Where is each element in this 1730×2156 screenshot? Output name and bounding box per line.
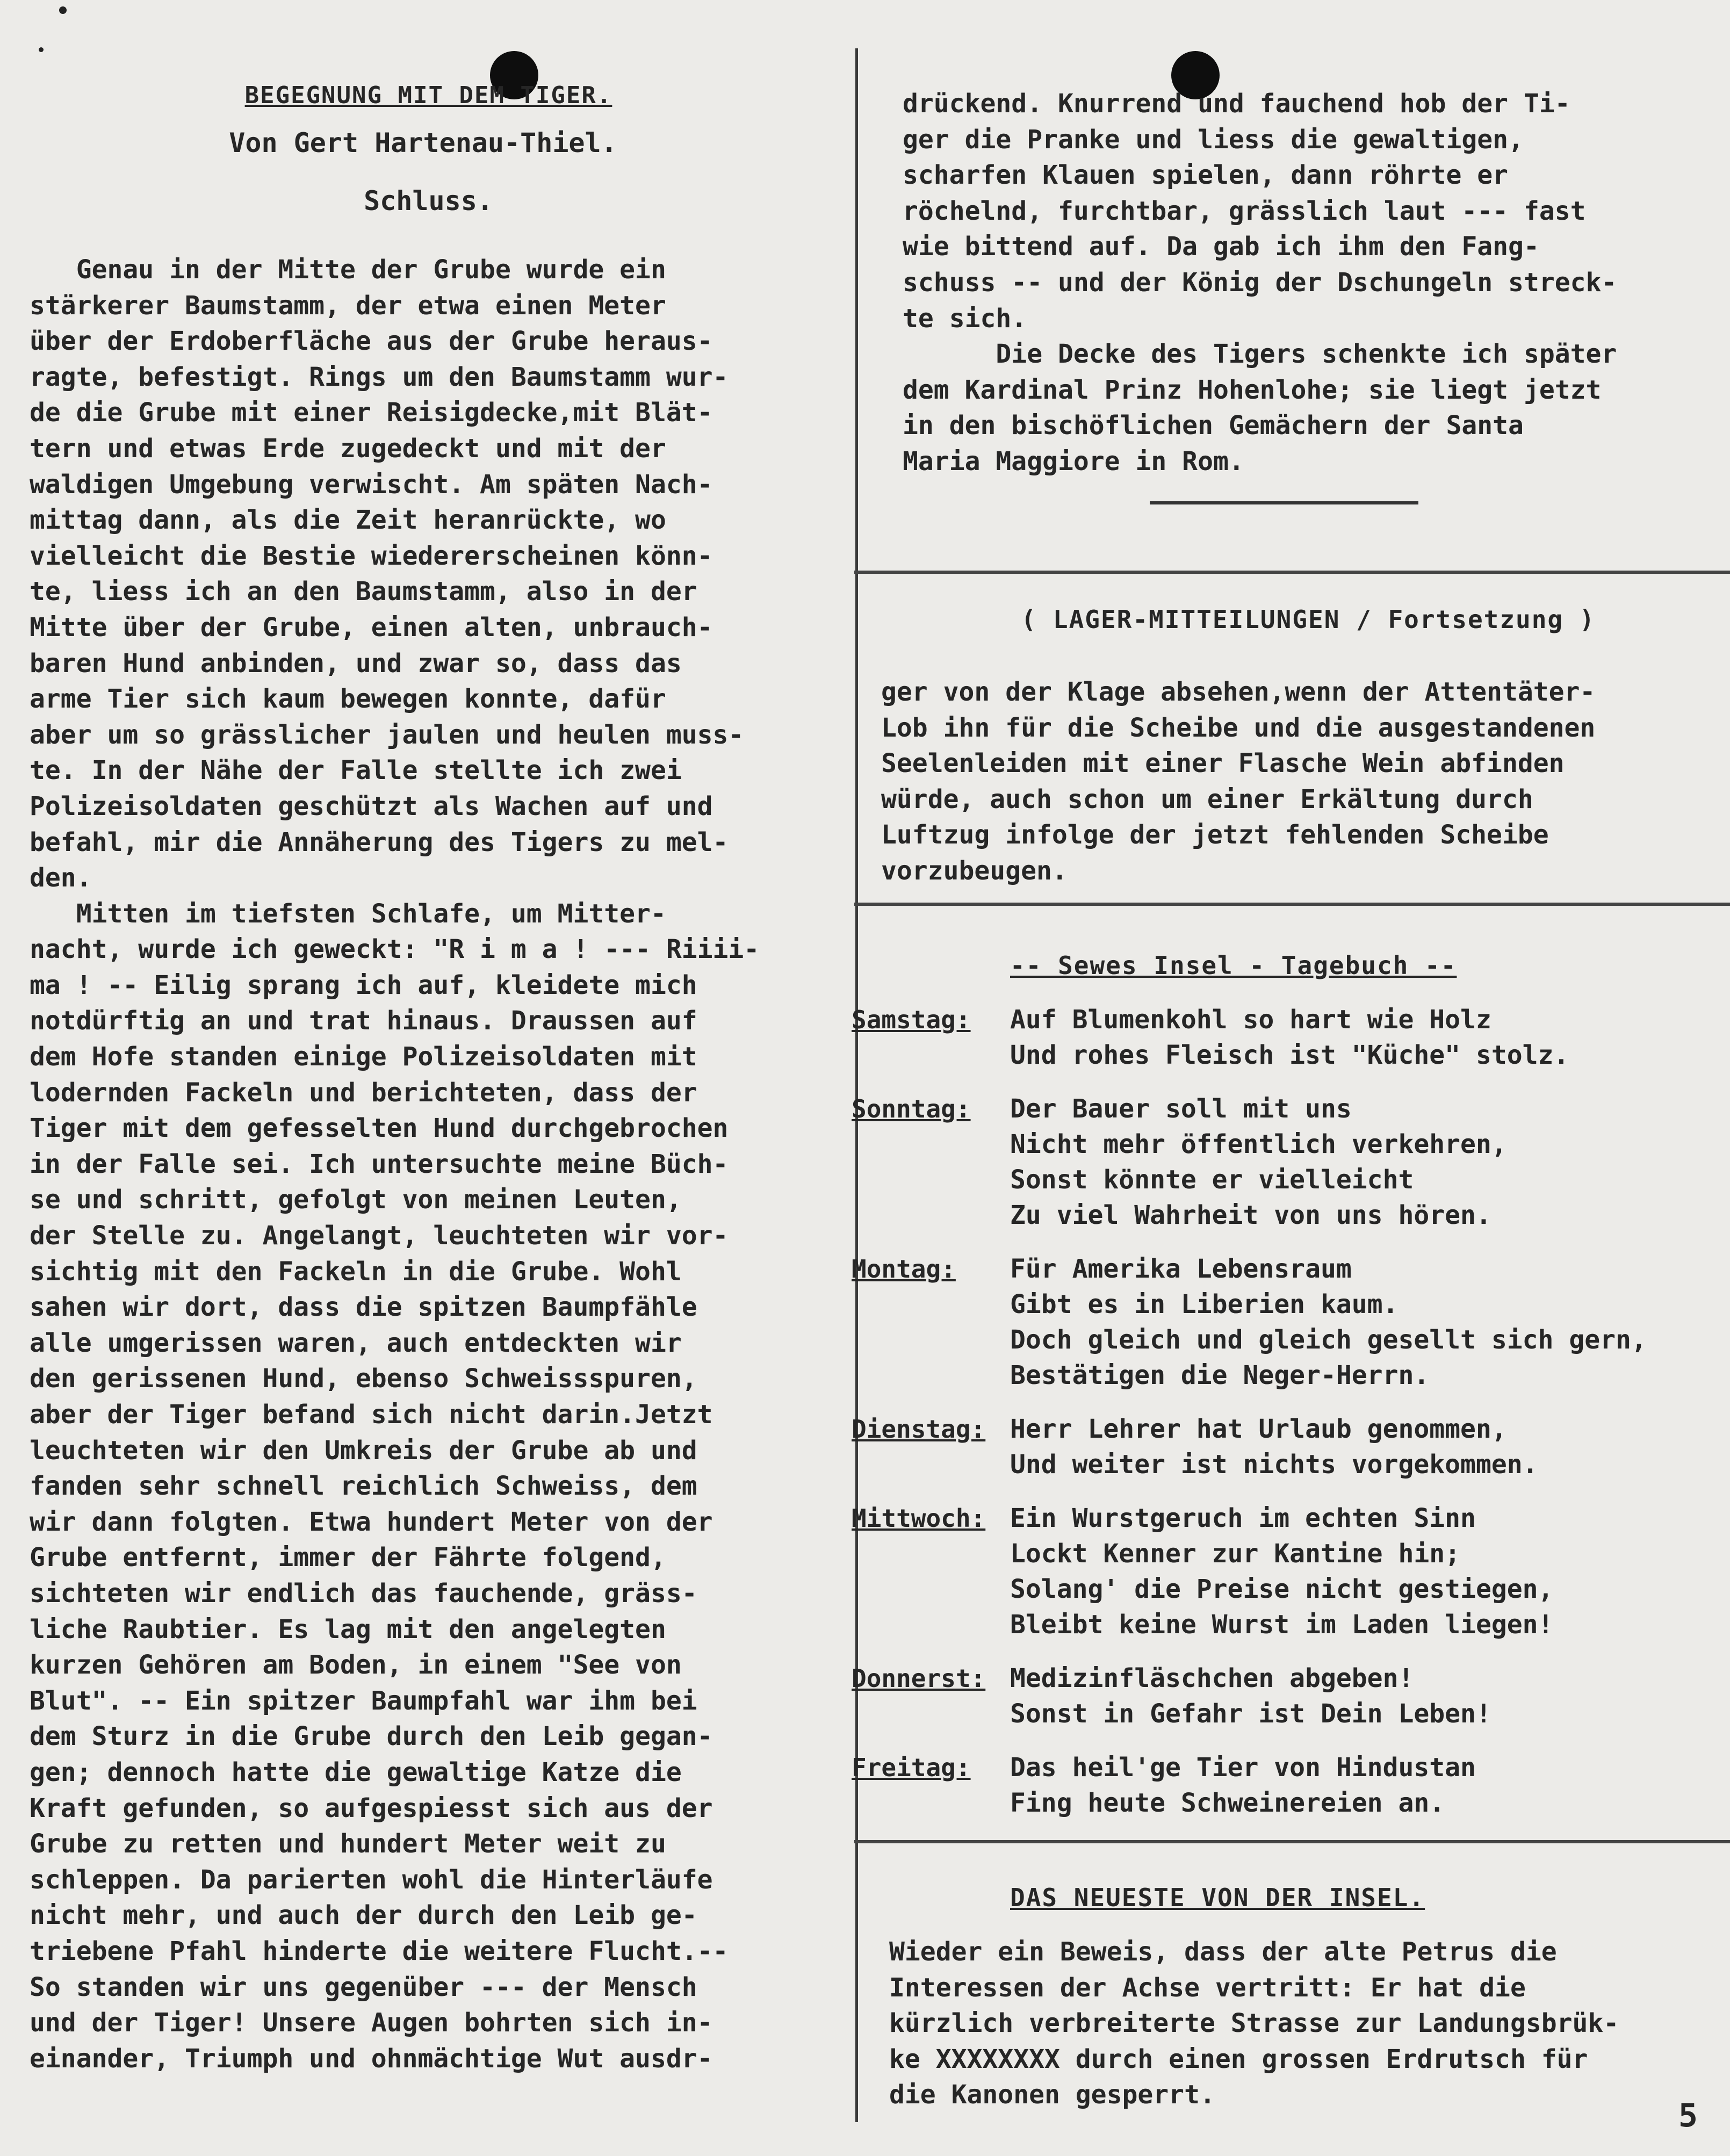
section-divider-1 <box>854 571 1730 574</box>
left-column <box>30 78 838 2076</box>
ink-speck <box>59 6 67 14</box>
diary-entry <box>852 1750 1730 1821</box>
diary-day: Montag: <box>852 1254 956 1283</box>
diary-title: -- Sewes Insel - Tagebuch -- <box>1010 951 1457 980</box>
diary-verse: Für Amerika Lebensraum Gibt es in Liberien kaum. Doch gleich und gleich gesellt sich gern, Bestätigen die Neger-Herrn. <box>1010 1254 1647 1390</box>
diary-verse: Der Bauer soll mit uns Nicht mehr öffentlich verkehren, Sonst könnte er vielleicht Zu viel Wahrheit von uns hören. <box>1010 1094 1507 1230</box>
story-title: BEGEGNUNG MIT DEM TIGER. <box>244 82 612 109</box>
diary-verse: Das heil'ge Tier von Hindustan Fing heute Schweinereien an. <box>1010 1753 1476 1818</box>
lager-section-title: ( LAGER-MITTEILUNGEN / Fortsetzung ) <box>1021 605 1596 634</box>
diary-entry <box>852 1501 1730 1642</box>
story-ending: drückend. Knurrend und fauchend hob der Ti- ger die Pranke und liess die gewaltigen, scharfen Klauen spielen, dann röhrte er röchelnd, furchtbar, grässlich laut --- fast wie bittend auf. Da gab ich ihm den Fang- schuss -- und der König der Dschungeln streck- te sich. Die Decke des Tigers schenkte ich später dem Kardinal Prinz Hohenlohe; sie liegt jetzt in den bischöflichen Gemächern der Santa Maria Maggiore in Rom. <box>903 89 1617 477</box>
section-divider-2 <box>854 903 1730 906</box>
lager-text: ger von der Klage absehen,wenn der Attentäter- Lob ihn für die Scheibe und die ausgestandenen Seelenleiden mit einer Flasche Wein abfinden würde, auch schon um einer Erkältung durch Luftzug infolge der jetzt fehlenden Scheibe vorzubeugen. <box>881 677 1596 886</box>
ink-speck <box>39 47 44 52</box>
diary-verse: Ein Wurstgeruch im echten Sinn Lockt Kenner zur Kantine hin; Solang' die Preise nicht gestiegen, Bleibt keine Wurst im Laden liegen! <box>1010 1503 1554 1640</box>
story-end-rule <box>1150 501 1418 504</box>
diary-day: Sonntag: <box>852 1094 971 1123</box>
diary-entry <box>852 1251 1730 1393</box>
right-column <box>852 86 1730 504</box>
story-byline: Von Gert Hartenau-Thiel. <box>229 127 617 158</box>
diary-day: Freitag: <box>852 1753 971 1782</box>
diary-list <box>852 1002 1730 1839</box>
diary-day: Samstag: <box>852 1005 971 1034</box>
news-title: DAS NEUESTE VON DER INSEL. <box>1010 1883 1425 1912</box>
diary-entry <box>852 1002 1730 1073</box>
section-divider-3 <box>854 1840 1730 1843</box>
page-number: 5 <box>1678 2097 1698 2135</box>
diary-entry <box>852 1091 1730 1233</box>
diary-day: Dienstag: <box>852 1415 986 1444</box>
diary-entry <box>852 1411 1730 1482</box>
diary-verse: Medizinfläschchen abgeben! Sonst in Gefahr ist Dein Leben! <box>1010 1663 1491 1729</box>
diary-entry <box>852 1661 1730 1732</box>
diary-day: Mittwoch: <box>852 1504 986 1533</box>
diary-verse: Auf Blumenkohl so hart wie Holz Und rohes Fleisch ist "Küche" stolz. <box>1010 1005 1569 1070</box>
story-paragraph-1: Genau in der Mitte der Grube wurde ein stärkerer Baumstamm, der etwa einen Meter über der Erdoberfläche aus der Grube heraus- ragte, befestigt. Rings um den Baumstamm wur- de die Grube mit einer Reisigdecke,mit Blät- tern und etwas Erde zugedeckt und mit der waldigen Umgebung verwischt. Am späten Nach- mittag dann, als die Zeit heranrückte, wo vielleicht die Bestie wiedererscheinen könn- te, liess ich an den Baumstamm, also in der Mitte über der Grube, einen alten, unbrauch- baren Hund anbinden, und zwar so, dass das arme Tier sich kaum bewegen konnte, dafür aber um so grässlicher jaulen und heulen muss- te. In der Nähe der Falle stellte ich zwei Polizeisoldaten geschützt als Wachen auf und befahl, mir die Annäherung des Tigers zu mel- den. <box>30 255 744 893</box>
news-text: Wieder ein Beweis, dass der alte Petrus die Interessen der Achse vertritt: Er hat die kürzlich verbreiterte Strasse zur Landungsbrük- ke XXXXXXXX durch einen grossen Erdrutsch für die Kanonen gesperrt. <box>889 1937 1619 2110</box>
diary-day: Donnerst: <box>852 1664 986 1693</box>
story-paragraph-2: Mitten im tiefsten Schlafe, um Mitter- nacht, wurde ich geweckt: "R i m a ! --- Riiii- ma ! -- Eilig sprang ich auf, kleidete mich notdürftig an und trat hinaus. Draussen auf dem Hofe standen einige Polizeisoldaten mit lodernden Fackeln und berichteten, dass der Tiger mit dem gefesselten Hund durchgebrochen in der Falle sei. Ich untersuchte meine Büch- se und schritt, gefolgt von meinen Leuten, der Stelle zu. Angelangt, leuchteten wir vor- sichtig mit den Fackeln in die Grube. Wohl sahen wir dort, dass die spitzen Baumpfähle alle umgerissen waren, auch entdeckten wir den gerissenen Hund, ebenso Schweissspuren, aber der Tiger befand sich nicht darin.Jetzt leuchteten wir den Umkreis der Grube ab und fanden sehr schnell reichlich Schweiss, dem wir dann folgten. Etwa hundert Meter von der Grube entfernt, immer der Fährte folgend, sichteten wir endlich das fauchende, gräss- liche Raubtier. Es lag mit den angelegten kurzen Gehören am Boden, in einem "See von Blut". -- Ein spitzer Baumpfahl war ihm bei dem Sturz in die Grube durch den Leib gegan- gen; dennoch hatte die gewaltige Katze die Kraft gefunden, so aufgespiesst sich aus der Grube zu retten und hundert Meter weit zu schleppen. Da parierten wohl die Hinterläufe nicht mehr, und auch der durch den Leib ge- triebene Pfahl hinderte die weitere Flucht.-- So standen wir uns gegenüber --- der Mensch und der Tiger! Unsere Augen bohrten sich in- einander, Triumph und ohnmächtige Wut ausdr- <box>30 898 760 2074</box>
diary-verse: Herr Lehrer hat Urlaub genommen, Und weiter ist nichts vorgekommen. <box>1010 1414 1538 1480</box>
story-part-label: Schluss. <box>364 185 493 217</box>
